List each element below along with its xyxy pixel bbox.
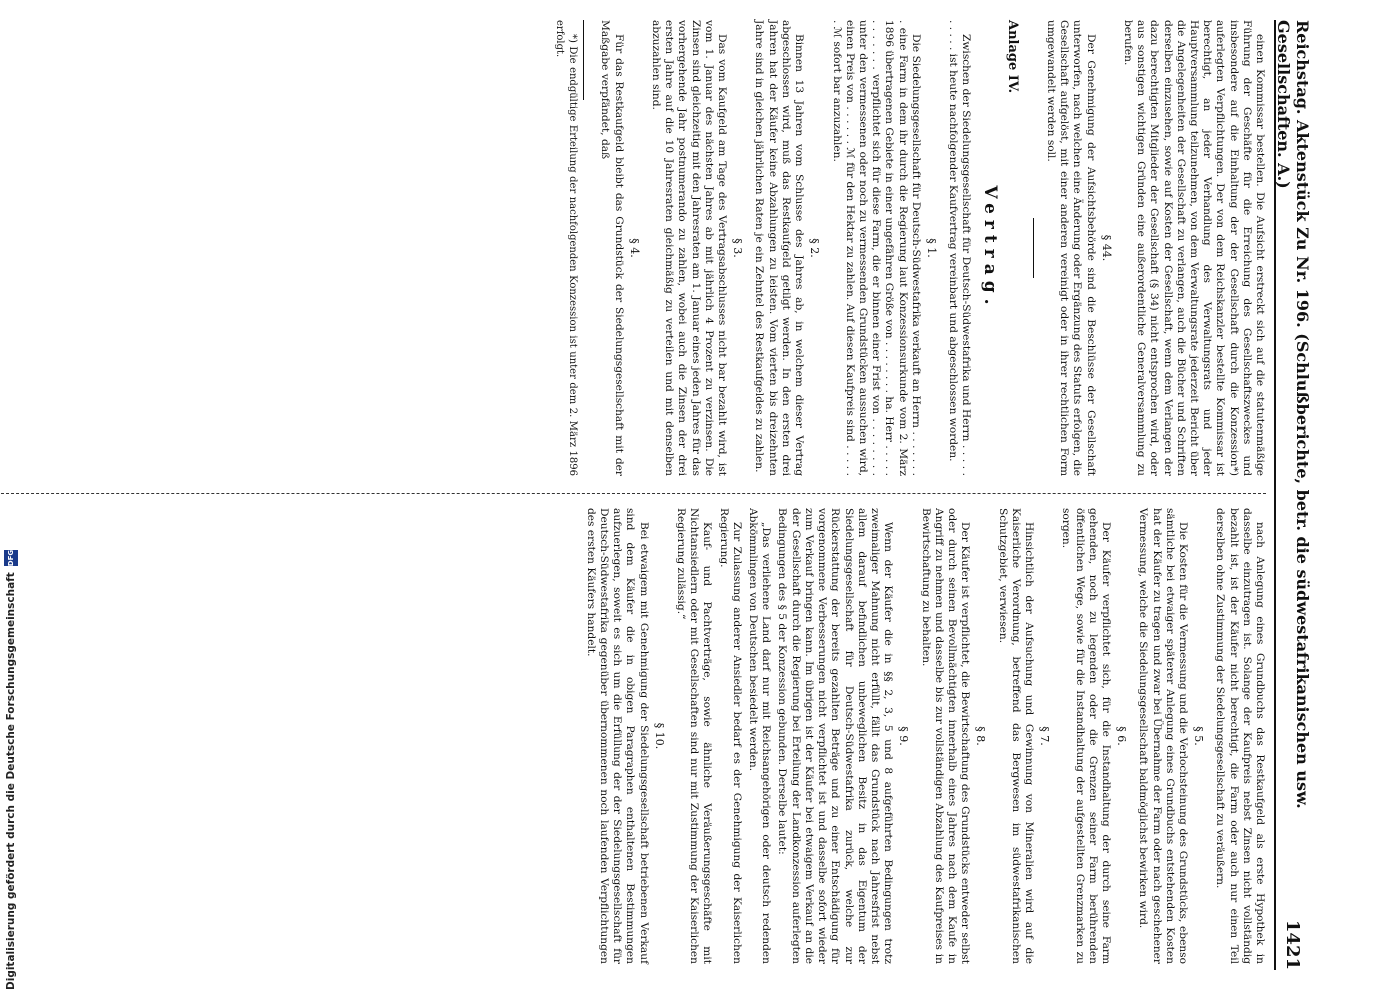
paragraph: Für das Restkaufgeld bleibt das Grundstück der Siedelungsgesellschaft mit der Maßgabe verpfändet, daß — [599, 20, 625, 476]
paragraph: Die Kosten für die Vermessung und die Verlochsteinung des Grundstücks, ebenso sämtliche bei etwaiger späterer Anlegung eines Grundbuchs entstehenden Kosten hat der Käufer zu tragen und zwar bei Übernahme der Farm oder nach geschehener Vermessung, welche die Siedelungsgesellschaft baldmöglichst bewirken wird. — [1137, 508, 1189, 964]
page-number: 1421 — [1282, 919, 1304, 970]
appendix-heading: Anlage IV. — [1004, 20, 1020, 94]
section-heading: § 10. — [652, 722, 666, 750]
paragraph: Das vom Kaufgeld am Tage des Vertragsabschlusses nicht bar bezahlt wird, ist vom 1. Januar des nächsten Jahres ab mit jährlich 4 Prozent zu verzinsen. Die Zinsen sind gleichzeitig mit den Jahresraten am 1. Januar eines jeden Jahres für das vorhergehende Jahr postnumerando zu zahlen, wobei auch die Zinsen der drei ersten Jahre auf die 10 Jahresraten gleichmäßig zu verteilen und mit denselben abzuzahlen sind. — [650, 20, 729, 476]
quote-paragraph: Zur Zulassung anderer Ansiedler bedarf es der Genehmigung der Kaiserlichen Regierung. — [717, 508, 743, 964]
document-page — [0, 10, 1310, 980]
paragraph: Der Käufer verpflichtet sich, für die Instandhaltung der durch seine Farm gehenden, noch zu legenden oder die Grenzen seiner Farm berührenden öffentlichen Wege, sowie für die Instandhaltung der aufgestellten Grenzmarken zu sorgen. — [1060, 508, 1112, 964]
paragraph: nach Anlegung eines Grundbuchs das Restkaufgeld als erste Hypothek in dasselbe einzutragen ist. Solange der Kaufpreis nebst Zinsen nicht vollständig bezahlt ist, ist der Käufer nicht berechtigt, die Farm oder auch nur einen Teil derselben ohne Zustimmung der Siedelungsgesellschaft zu veräußern. — [1214, 508, 1266, 964]
page-header — [1274, 20, 1310, 970]
section-heading: § 44. — [1099, 234, 1113, 262]
contract-title: Vertrag. — [979, 185, 1000, 311]
section-heading: § 4. — [627, 238, 641, 258]
section-heading: § 9. — [897, 726, 911, 746]
footnote-rule — [583, 20, 584, 100]
left-column — [550, 20, 1266, 476]
paragraph: einen Kommissar bestellen. Die Aufsicht erstreckt sich auf die statutenmäßige Führung der Geschäfte für die Erreichung des Gesellschaftszweckes und insbesondere auf die Einhaltung der der Gesellschaft durch die Konzession*) auferlegten Verpflichtungen. Der von dem Reichskanzler bestellte Kommissar ist berechtigt, an jeder Verhandlung des Verwaltungsrats und jeder Hauptversammlung teilzunehmen, von dem Verwaltungsrate jederzeit Bericht über die Angelegenheiten der Gesellschaft zu verlangen, auch die Bücher und Schriften derselben einzusehen, sowie auf Kosten der Gesellschaft, wenn dem Verlangen der dazu berechtigten Mitglieder der Gesellschaft (§ 34) nicht entsprochen wird, oder aus sonstigen wichtigen Gründen eine außerordentliche Generalversammlung zu berufen. — [1121, 20, 1266, 476]
paragraph: Der Käufer ist verpflichtet, die Bewirtschaftung des Grundstücks entweder selbst oder durch seinen Bevollmächtigten innerhalb eines Jahres nach dem Kaufe in Angriff zu nehmen und dasselbe bis zur vollständigen Abzahlung des Kaufpreises in Bewirtschaftung zu behalten. — [919, 508, 972, 964]
section-heading: § 3. — [731, 238, 745, 258]
right-column — [581, 508, 1266, 964]
separator — [1033, 218, 1034, 278]
section-heading: § 8. — [974, 726, 988, 746]
section-heading: § 5. — [1192, 726, 1206, 746]
section-heading: § 6. — [1115, 726, 1129, 746]
paragraph: Binnen 13 Jahren vom Schlusse des Jahres ab, in welchem dieser Vertrag abgeschlossen wird, muß das Restkaufgeld getilgt werden. In den ersten drei Jahren hat der Käufer keine Abzahlungen zu leisten. Vom vierten bis dreizehnten Jahre sind in gleichen jährlichen Raten je ein Zehntel des Restkaufgeldes zu zahlen. — [753, 20, 806, 476]
paragraph: Hinsichtlich der Aufsuchung und Gewinnung von Mineralien wird auf die Kaiserliche Verordnung, betreffend das Bergwesen im südwestafrikanischen Schutzgebiet, verwiesen. — [996, 508, 1035, 964]
section-heading: § 1. — [924, 238, 938, 258]
quote-paragraph: „Das verliehene Land darf nur mit Reichsangehörigen oder deutsch redenden Abkömmlingen von Deutschen besiedelt werden. — [747, 508, 773, 964]
credit-text: Digitalisierung gefördert durch die Deutsche Forschungsgemeinschaft — [5, 572, 17, 990]
column-divider — [0, 493, 1266, 494]
digitization-credit — [2, 0, 20, 1000]
paragraph: Der Genehmigung der Aufsichtsbehörde sind die Beschlüsse der Gesellschaft unterworfen, nach welchen eine Änderung oder Ergänzung des Statuts erfolgen, die Gesellschaft aufgelöst, mit einer anderen vereinigt oder in ihrer rechtlichen Form umgewandelt werden soll. — [1044, 20, 1097, 476]
footnote: *) Die endgültige Erteilung der nachfolgenden Konzession ist unter dem 2. März 1896 erfolgt. — [554, 20, 579, 476]
section-heading: § 2. — [808, 238, 822, 258]
paragraph: Die Siedelungsgesellschaft für Deutsch-Südwestafrika verkauft an Herrn . . . . . . . . eine Farm in dem ihr durch die Regierung laut Konzessionsurkunde vom 2. März 1896 übertragenen Gebiete in einer ungefähren Größe von . . . . . . . . ha. Herr . . . . . . . . . . . . verpflichtet sich für diese Farm, die er binnen einer Frist von . . . . . . . . unter den vermessenen oder noch zu vermessenden Grundstücken aussuchen wird, einen Preis von . . . . . . ℳ für den Hektar zu zahlen. Auf diesen Kaufpreis sind . . . . . . ℳ sofort bar anzuzahlen. — [830, 20, 922, 476]
paragraph: Zwischen der Siedelungsgesellschaft für Deutsch-Südwestafrika und Herrn . . . . . . . . . . ist heute nachfolgender Kaufvertrag vereinbart und abgeschlossen worden. — [947, 20, 973, 476]
paragraph: Bei etwaigem mit Genehmigung der Siedelungsgesellschaft betriebenen Verkauf sind dem Käufer die in obigen Paragraphen enthaltenen Bestimmungen aufzuerlegen, soweit es sich um die Erfüllung der der Siedelungsgesellschaft für Deutsch-Südwestafrika gegenüber übernommenen noch laufenden Verpflichtungen des ersten Käufers handelt. — [584, 508, 650, 964]
header-title: Reichstag. Aktenstück Zu Nr. 196. (Schlußberichte, betr. die südwestafrikanischen usw. Gesellschaften. A.) — [1274, 20, 1312, 809]
paragraph: Wenn der Käufer die in §§ 2, 3, 5 und 8 aufgeführten Bedingungen trotz zweimaliger Mahnung nicht erfüllt, fällt das Grundstück nach Jahresfrist nebst allem darauf befindlichen unbeweglichen Besitz in das Eigentum der Siedelungsgesellschaft für Deutsch-Südwestafrika zurück, welche zur Rückerstattung der bereits gezahlten Beträge und zu einer Entschädigung für vorgenommene Verbesserungen nicht verpflichtet ist und dasselbe sofort wieder zum Verkauf bringen kann. Im übrigen ist der Käufer bei etwaigem Verkauf an die der Gesellschaft durch die Regierung bei Erteilung der Landkonzession auferlegten Bedingungen des § 5 der Konzession gebunden. Derselbe lautet: — [776, 508, 895, 964]
section-heading: § 7. — [1038, 726, 1052, 746]
dfg-logo-icon: DFG — [4, 550, 18, 566]
quote-paragraph: Kauf- und Pachtverträge, sowie ähnliche Veräußerungsgeschäfte mit Nichtansiedlern oder mit Gesellschaften sind nur mit Zustimmung der Kaiserlichen Regierung zulässig.“ — [675, 508, 714, 964]
